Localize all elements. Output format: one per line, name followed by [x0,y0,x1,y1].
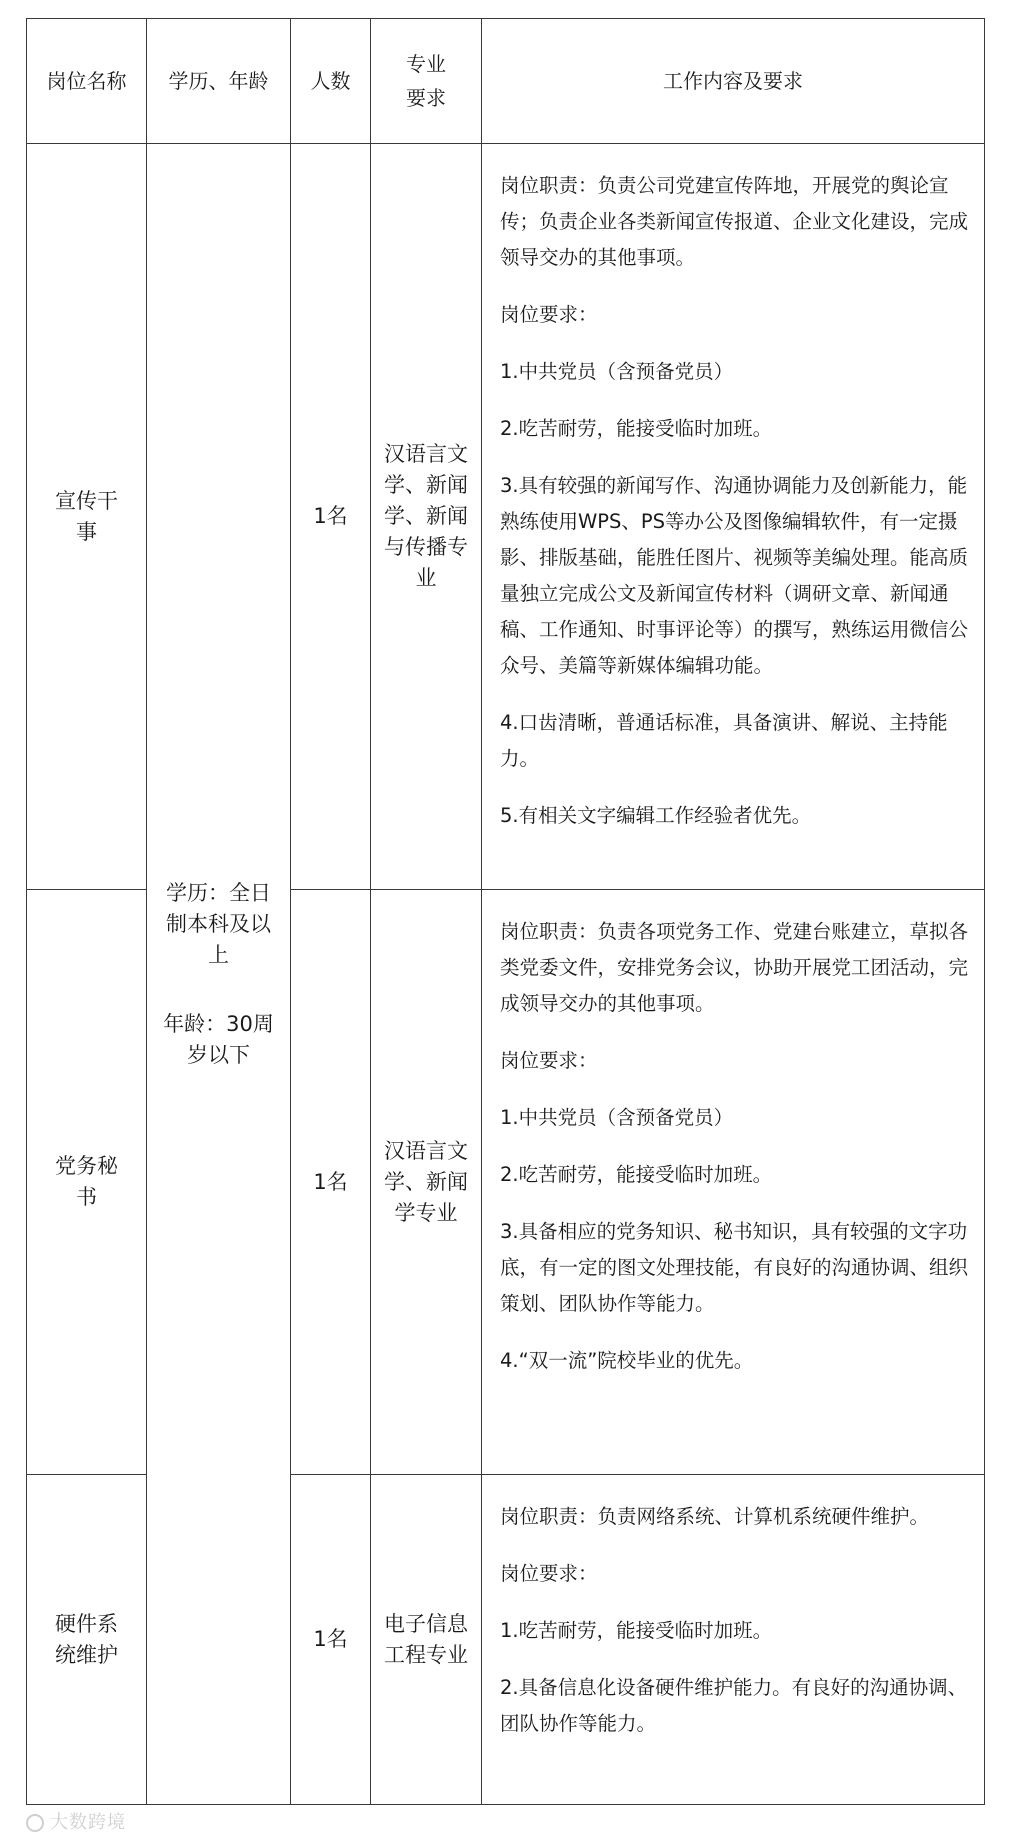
watermark [26,1808,126,1834]
major-requirement: 汉语言文学、新闻学专业 [371,890,482,1475]
requirement-heading: 岗位要求： [500,1049,598,1072]
age-requirement: 年龄：30周岁以下 [163,1011,274,1067]
requirement-item: 2.吃苦耐劳，能接受临时加班。 [500,417,773,440]
requirement-item: 3.具备相应的党务知识、秘书知识，具有较强的文字功底，有一定的图文处理技能，有良好的沟通协调、组织策划、团队协作等能力。 [500,1220,969,1315]
header-education-age: 学历、年龄 [147,19,291,144]
major-requirement: 汉语言文学、新闻学、新闻与传播专业 [371,144,482,890]
major-requirement: 电子信息工程专业 [371,1475,482,1805]
job-content [482,1475,985,1805]
watermark-logo-icon [26,1814,44,1832]
duty-text: 岗位职责：负责公司党建宣传阵地，开展党的舆论宣传；负责企业各类新闻宣传报道、企业文化建设，完成领导交办的其他事项。 [500,174,969,269]
requirement-item: 5.有相关文字编辑工作经验者优先。 [500,804,812,827]
watermark-text: 大数跨境 [50,1812,126,1833]
job-title: 宣传干事 [27,144,147,890]
headcount: 1名 [291,1475,371,1805]
header-row [27,19,985,144]
education-requirement: 学历：全日制本科及以上 [166,880,271,967]
header-position-name: 岗位名称 [27,19,147,144]
headcount: 1名 [291,144,371,890]
job-title: 硬件系统维护 [27,1475,147,1805]
requirement-item: 1.吃苦耐劳，能接受临时加班。 [500,1619,773,1642]
requirement-item: 1.中共党员（含预备党员） [500,1106,734,1129]
requirement-item: 4.口齿清晰，普通话标准，具备演讲、解说、主持能力。 [500,711,948,770]
requirement-heading: 岗位要求： [500,303,598,326]
requirement-item: 1.中共党员（含预备党员） [500,360,734,383]
header-headcount: 人数 [291,19,371,144]
requirement-item: 4.“双一流”院校毕业的优先。 [500,1349,754,1372]
requirement-item: 3.具有较强的新闻写作、沟通协调能力及创新能力，能熟练使用WPS、PS等办公及图像编辑软件，有一定摄影、排版基础，能胜任图片、视频等美编处理。能高质量独立完成公文及新闻宣传材料（调研文章、新闻通稿、工作通知、时事评论等）的撰写，熟练运用微信公众号、美篇等新媒体编辑功能。 [500,474,969,677]
requirement-item: 2.吃苦耐劳，能接受临时加班。 [500,1163,773,1186]
requirement-heading: 岗位要求： [500,1562,598,1585]
duty-text: 岗位职责：负责网络系统、计算机系统硬件维护。 [500,1505,930,1528]
headcount: 1名 [291,890,371,1475]
job-table [26,18,985,1805]
education-block [163,878,274,1071]
header-job-content: 工作内容及要求 [482,19,985,144]
requirement-item: 2.具备信息化设备硬件维护能力。有良好的沟通协调、团队协作等能力。 [500,1676,968,1735]
table-row [27,144,985,890]
header-major: 专业要求 [371,19,482,144]
education-age-cell [147,144,291,1805]
job-title: 党务秘书 [27,890,147,1475]
duty-text: 岗位职责：负责各项党务工作、党建台账建立，草拟各类党委文件，安排党务会议，协助开展党工团活动，完成领导交办的其他事项。 [500,920,969,1015]
job-content [482,144,985,890]
job-content [482,890,985,1475]
